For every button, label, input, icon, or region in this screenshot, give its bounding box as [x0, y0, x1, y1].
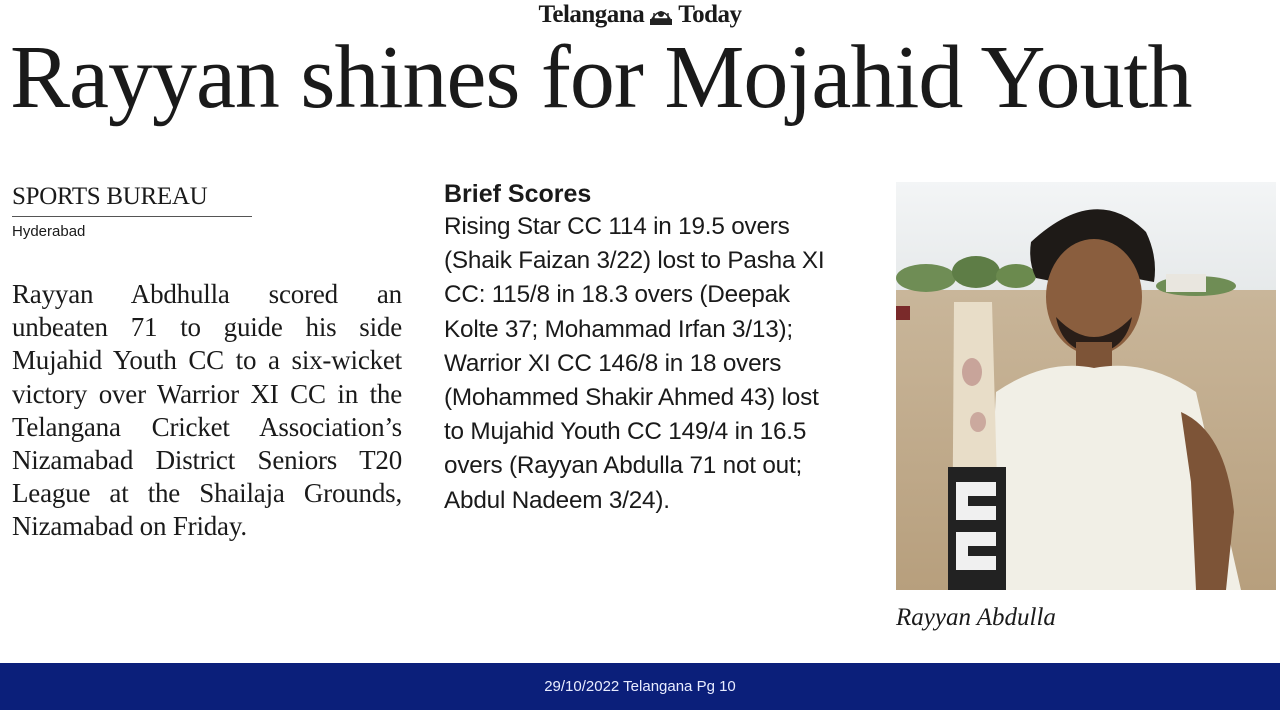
section-label: SPORTS BUREAU	[12, 182, 252, 217]
masthead-name-left: Telangana	[538, 1, 645, 28]
article-column	[12, 182, 402, 544]
brief-scores-heading: Brief Scores	[444, 180, 592, 208]
footer-text: 29/10/2022 Telangana Pg 10	[544, 678, 736, 695]
footer-bar	[0, 663, 1280, 710]
article-body: Rayyan Abdhulla scored an unbeaten 71 to guide his side Mujahid Youth CC to a six-wicket victory over Warrior XI CC in the Telangana Cricket Association’s Nizamabad District Seniors T20 League at the Shailaja Grounds, Nizamabad on Friday.	[12, 279, 402, 542]
player-photo	[896, 182, 1276, 590]
brief-scores-text: Rising Star CC 114 in 19.5 overs (Shaik Faizan 3/22) lost to Pasha XI CC: 115/8 in 18.3 overs (Deepak Kolte 37; Mohammad Irfan 3/13); Warrior XI CC 146/8 in 18 overs (Mohammed Shakir Ahmed 43) lost to Mujahid Youth CC 149/4 in 16.5 overs (Rayyan Abdulla 71 not out; Abdul Nadeem 3/24).	[444, 213, 825, 514]
player-photo-image	[896, 182, 1276, 590]
masthead-name-right: Today	[678, 1, 742, 28]
dateline: Hyderabad	[12, 223, 86, 240]
photo-caption: Rayyan Abdulla	[896, 604, 1056, 631]
headline: Rayyan shines for Mojahid Youth	[10, 28, 1192, 127]
brief-scores-column	[444, 178, 844, 518]
